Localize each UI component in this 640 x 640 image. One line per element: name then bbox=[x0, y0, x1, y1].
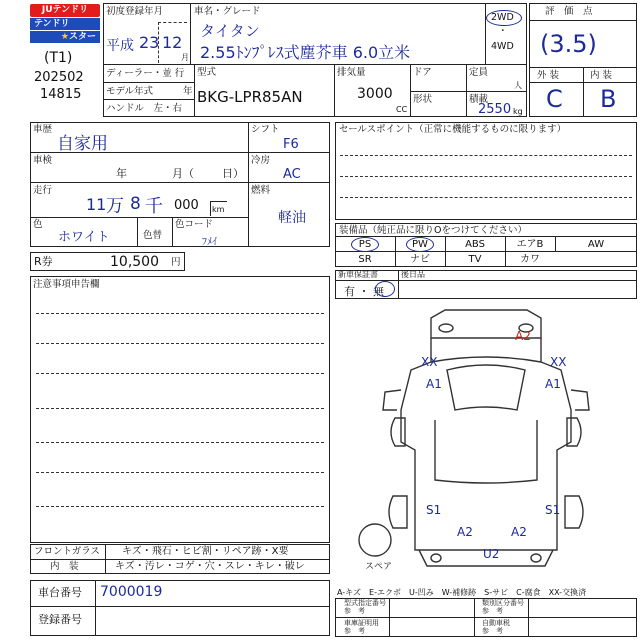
front-glass-label: フロントガラス bbox=[34, 546, 100, 557]
warranty-circle bbox=[375, 281, 395, 297]
color-label: 色 bbox=[33, 219, 43, 230]
mileage-rest: 000 bbox=[174, 198, 199, 213]
recycle-value: 10,500 bbox=[110, 254, 159, 270]
chassis-label: 車台番号 bbox=[38, 586, 82, 599]
damage-mark-rear-right: A2 bbox=[511, 525, 527, 539]
lot-number-2: 14815 bbox=[40, 87, 82, 102]
displacement-unit: CC bbox=[396, 105, 408, 114]
logo-line2 bbox=[30, 31, 100, 43]
registration-month: 12 bbox=[162, 33, 183, 52]
vehicle-name: タイタン bbox=[200, 22, 260, 40]
spare-tire bbox=[359, 524, 391, 556]
book-label: 後日品 bbox=[401, 270, 425, 279]
sales-points-label: セールスポイント（正常に機能するものに限ります） bbox=[339, 124, 567, 135]
inspection-year: 年 bbox=[116, 167, 127, 180]
mileage-label: 走行 bbox=[33, 185, 53, 196]
capacity-unit: 人 bbox=[514, 81, 522, 90]
vehicle-model: BKG-LPR85AN bbox=[197, 88, 303, 106]
mileage-10k: 11 bbox=[86, 195, 107, 214]
notes-box bbox=[30, 276, 330, 543]
interior-grade: B bbox=[600, 85, 617, 113]
damage-mark-front: A2 bbox=[515, 329, 531, 343]
equipment-item: PW bbox=[412, 239, 428, 250]
damage-mark-right-s1: S1 bbox=[545, 503, 561, 517]
capacity-label: 定員 bbox=[469, 67, 489, 78]
lot-number-1: 202502 bbox=[34, 70, 84, 85]
dealer-label: ディーラー・並 行 bbox=[106, 68, 185, 79]
usage-label: 車歴 bbox=[33, 124, 53, 135]
usage-value: 自家用 bbox=[57, 134, 108, 154]
logo-brand: JUテンドリ bbox=[30, 4, 100, 17]
interior-cond-value: キズ・汚レ・コゲ・穴・スレ・キレ・破レ bbox=[115, 561, 305, 572]
mileage-unit: km bbox=[212, 205, 225, 214]
star-icon: ★ bbox=[60, 32, 69, 42]
damage-legend: A-キズ E-エクボ U-凹み W-補修跡 S-サビ C-腐食 XX-交換済 bbox=[337, 588, 587, 597]
equipment-item: TV bbox=[468, 254, 482, 265]
damage-mark-right-a1: A1 bbox=[545, 377, 561, 391]
equipment-item: PS bbox=[358, 239, 372, 250]
load-value: 2550 bbox=[478, 102, 512, 117]
equipment-item: ABS bbox=[465, 239, 485, 250]
spare-label: スペア bbox=[365, 562, 393, 572]
shift-label: シフト bbox=[251, 124, 280, 135]
color-change-label: 色替 bbox=[143, 230, 163, 241]
front-emblem bbox=[439, 324, 453, 332]
color-code-value: ﾌﾒｲ bbox=[202, 237, 217, 248]
logo-line2-text: スター bbox=[68, 32, 96, 42]
model-cert-label: 型式指定番号 参 考 bbox=[344, 599, 386, 615]
mileage-1k-unit: 千 bbox=[145, 196, 163, 217]
fuel-label: 燃料 bbox=[251, 185, 271, 196]
month-unit: 月 bbox=[181, 53, 189, 62]
handle-label: ハンドル 左・右 bbox=[106, 103, 183, 114]
sales-points-box bbox=[335, 122, 637, 220]
notes-label: 注意事項申告欄 bbox=[33, 279, 100, 290]
front-glass-value: キズ・飛石・ヒビ割・リペア跡・X要 bbox=[122, 546, 289, 557]
damage-mark-right-xx: XX bbox=[550, 355, 567, 369]
name-label: 車名・グレード bbox=[194, 6, 261, 17]
damage-mark-left-xx: XX bbox=[421, 355, 438, 369]
equipment-item: AW bbox=[587, 239, 605, 250]
evaluation-label: 評 価 点 bbox=[545, 6, 593, 17]
drive-4wd: 4WD bbox=[491, 41, 514, 52]
color-code-label: 色コード bbox=[175, 219, 214, 230]
displacement-value: 3000 bbox=[357, 86, 393, 102]
model-year-label: モデル年式 bbox=[106, 86, 154, 97]
logo-line1: テンドリ bbox=[30, 18, 100, 30]
model-label: 型式 bbox=[197, 67, 217, 78]
drive-2wd: 2WD bbox=[491, 12, 514, 23]
shape-label: 形状 bbox=[413, 94, 433, 105]
registration-label: 初度登録年月 bbox=[106, 6, 164, 17]
damage-mark-rear-left: A2 bbox=[457, 525, 473, 539]
model-year-unit: 年 bbox=[183, 86, 193, 97]
lot-code: (T1) bbox=[44, 50, 73, 66]
reg-cert-label: 車庫証明用 参 考 bbox=[344, 619, 379, 635]
door-label: ドア bbox=[413, 67, 432, 78]
damage-mark-left-a1: A1 bbox=[426, 377, 442, 391]
auction-logo bbox=[30, 4, 100, 44]
ac-label: 冷房 bbox=[251, 155, 271, 166]
inspection-month: 月（ bbox=[172, 167, 194, 180]
equipment-circle bbox=[351, 237, 379, 252]
registration-era: 平成 bbox=[106, 38, 134, 54]
evaluation-score: (3.5) bbox=[540, 30, 597, 58]
equipment-item: SR bbox=[358, 254, 372, 265]
inspection-label: 車検 bbox=[33, 155, 53, 166]
shift-value: F6 bbox=[283, 137, 299, 152]
load-label: 積載 bbox=[469, 94, 489, 105]
warranty-label: 新車保証書 bbox=[338, 270, 378, 279]
displacement-label: 排気量 bbox=[337, 67, 366, 78]
inspection-day: 日） bbox=[222, 167, 244, 180]
equipment-item: ナビ bbox=[410, 254, 430, 265]
warranty-value: 有 ・ 無 bbox=[344, 285, 384, 298]
damage-mark-rear-u2: U2 bbox=[483, 547, 500, 561]
equipment-label: 装備品（純正品に限りOをつけてください） bbox=[339, 225, 527, 236]
vehicle-grade: 2.55ﾄﾝﾌﾟﾚｽ式塵芥車 6.0立米 bbox=[200, 43, 411, 62]
recycle-unit: 円 bbox=[171, 257, 181, 268]
recycle-label: R券 bbox=[34, 255, 53, 268]
registration-year: 23 bbox=[139, 33, 160, 52]
damage-diagram bbox=[335, 300, 637, 585]
interior-label: 内 装 bbox=[590, 70, 613, 81]
drive-dot: ・ bbox=[498, 26, 508, 37]
exterior-label: 外 装 bbox=[537, 70, 560, 81]
recycle-box bbox=[30, 252, 185, 271]
equipment-item: カワ bbox=[520, 254, 540, 265]
mileage-10k-unit: 万 bbox=[106, 196, 124, 217]
car-tax-label: 自動車税 参 考 bbox=[482, 619, 510, 635]
mileage-1k: 8 bbox=[130, 194, 141, 214]
equipment-item: エアB bbox=[516, 239, 544, 250]
fuel-value: 軽油 bbox=[278, 210, 306, 226]
reg-number-label: 登録番号 bbox=[38, 613, 82, 626]
interior-cond-label: 内 装 bbox=[50, 561, 79, 572]
load-unit: kg bbox=[513, 107, 523, 116]
class-cert-label: 類別区分番号 参 考 bbox=[482, 599, 524, 615]
damage-mark-left-s1: S1 bbox=[426, 503, 442, 517]
exterior-grade: C bbox=[546, 85, 563, 113]
ac-value: AC bbox=[283, 167, 301, 182]
color-value: ホワイト bbox=[58, 230, 110, 245]
equipment-circle bbox=[406, 237, 434, 252]
chassis-value: 7000019 bbox=[100, 584, 163, 600]
